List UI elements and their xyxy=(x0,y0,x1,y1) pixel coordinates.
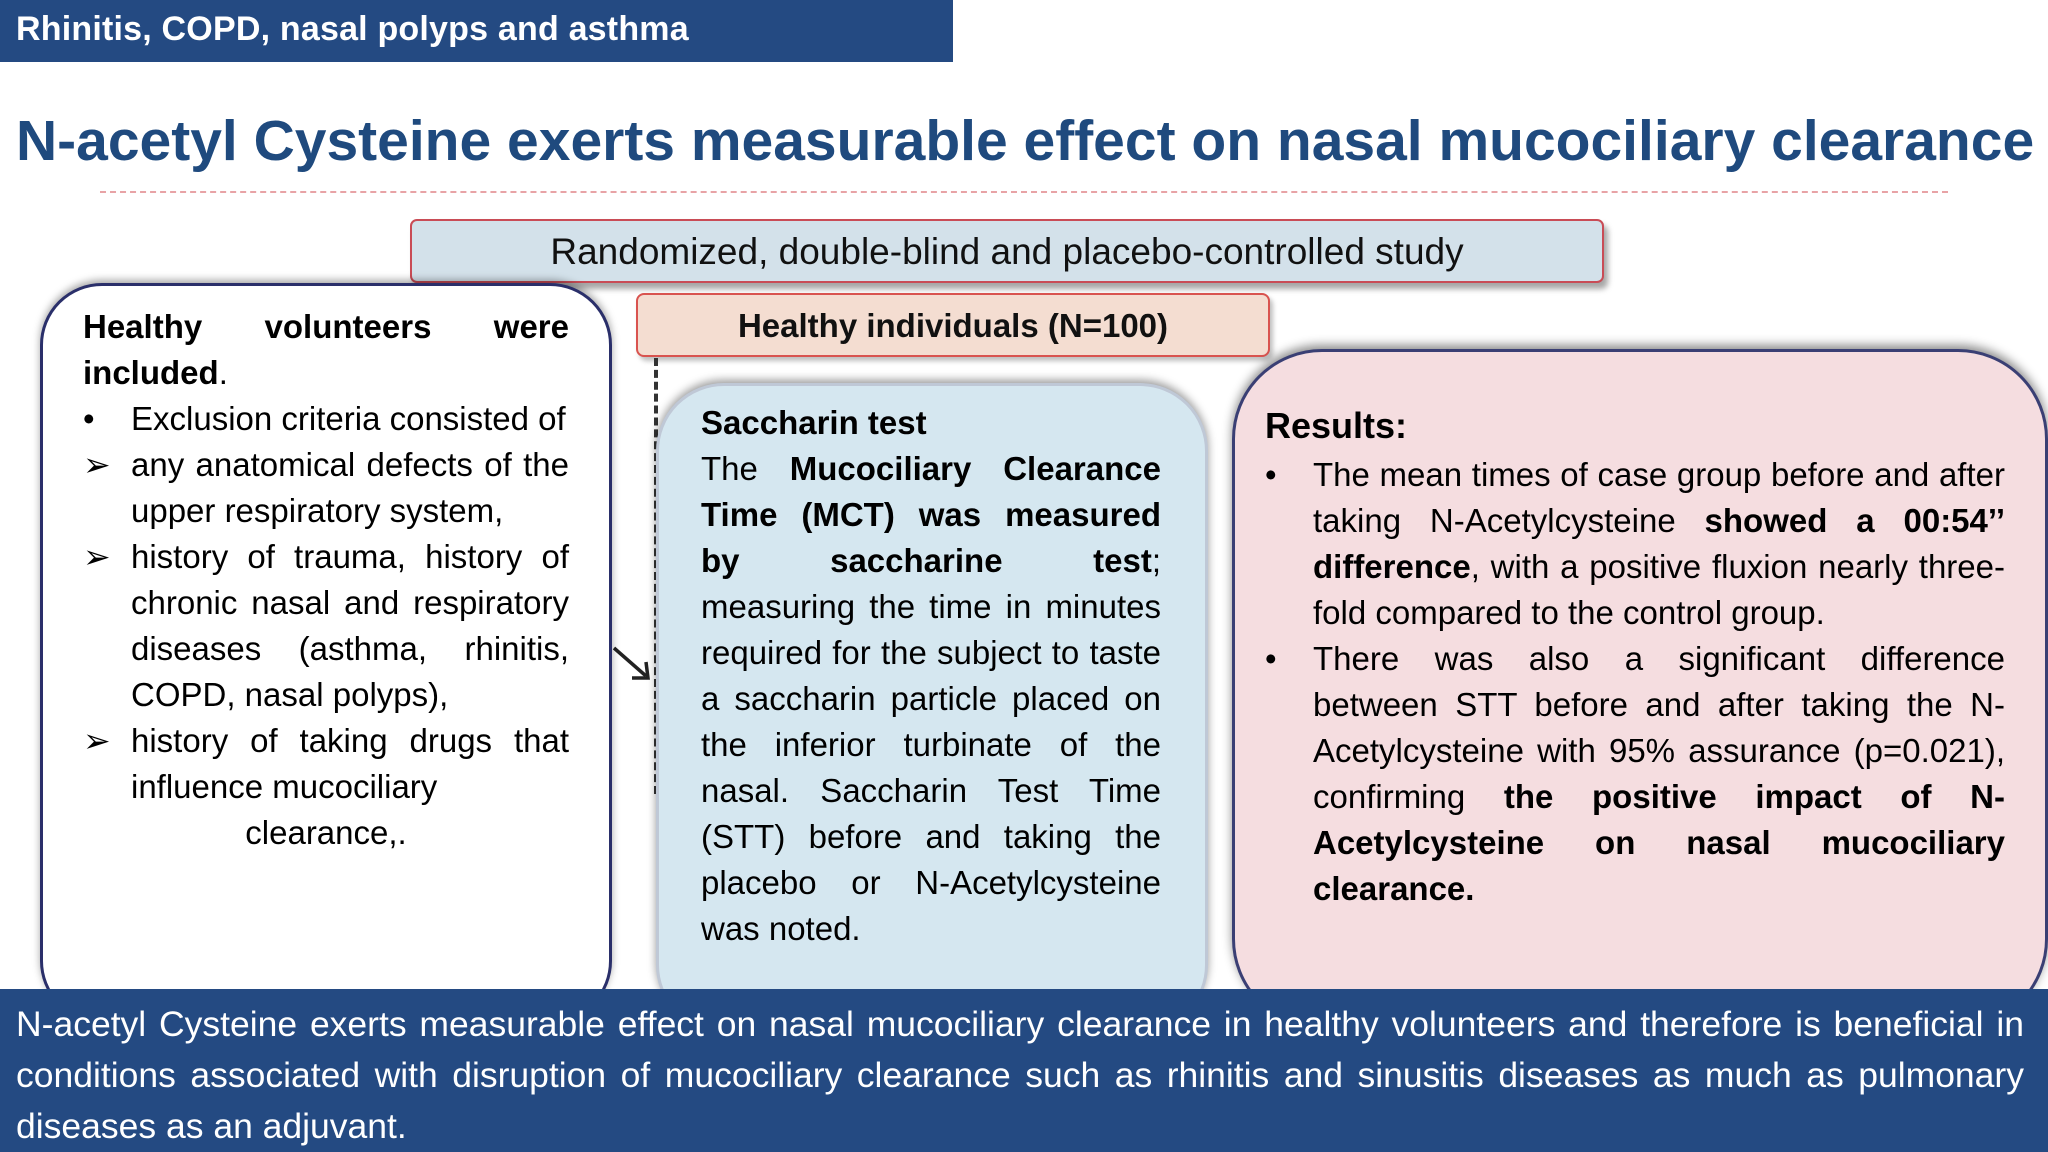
result-item xyxy=(1265,452,2005,636)
saccharin-text-bold: Mucociliary Clearance Time (MCT) was measured by saccharine test xyxy=(701,450,1161,579)
population-box xyxy=(636,293,1270,357)
population-text: Healthy individuals (N=100) xyxy=(737,307,1169,344)
results-heading: Results: xyxy=(1265,405,1408,446)
arrow-bullet-icon: ➢ xyxy=(83,538,111,575)
saccharin-test-card xyxy=(656,383,1208,1033)
exclusion-intro-text: Exclusion criteria consisted of xyxy=(131,400,566,437)
study-design-text: Randomized, double-blind and placebo-controlled study xyxy=(550,231,1464,272)
section-label: Rhinitis, COPD, nasal polyps and asthma xyxy=(16,10,689,48)
result-text: The mean times of case group before and after taking N-Acetylcysteine xyxy=(1313,456,2005,539)
inclusion-heading-bold: Healthy volunteers were included xyxy=(83,308,569,391)
result-text-bold: the positive impact of N-Acetylcysteine on nasal mucociliary clearance. xyxy=(1313,778,2005,907)
saccharin-text-part: ; measuring the time in minutes required for the subject to taste a saccharin particle placed on the inferior turbinate of the nasal. Saccharin Test Time (STT) before and taking the placebo or N-Acetylcysteine was noted. xyxy=(701,542,1161,947)
criteria-text: history of taking drugs that influence mucociliary xyxy=(131,722,569,805)
bullet-icon: • xyxy=(83,400,95,437)
result-text: , with a positive fluxion nearly three-fold compared to the control group. xyxy=(1313,548,2005,631)
slide-title: N-acetyl Cysteine exerts measurable effect on nasal mucociliary clearance xyxy=(16,109,2035,173)
criteria-text: history of trauma, history of chronic nasal and respiratory diseases (asthma, rhinitis, COPD, nasal polyps), xyxy=(131,538,569,713)
conclusion-banner xyxy=(0,989,2048,1152)
arrow-bullet-icon: ➢ xyxy=(83,446,111,483)
study-design-box xyxy=(410,219,1604,283)
result-text: There was also a significant difference between STT before and after taking the N-Acetylcysteine with 95% assurance (p=0.021), confirming xyxy=(1313,640,2005,815)
inclusion-heading xyxy=(83,304,569,396)
saccharin-description xyxy=(701,446,1161,952)
criteria-text: any anatomical defects of the upper respiratory system, xyxy=(131,446,569,529)
criteria-last-line: clearance,. xyxy=(245,814,407,851)
saccharin-heading: Saccharin test xyxy=(701,404,927,441)
inclusion-heading-tail: . xyxy=(218,354,228,391)
exclusion-intro-item xyxy=(83,396,569,442)
arrow-bullet-icon: ➢ xyxy=(83,722,111,759)
section-label-banner xyxy=(0,0,953,62)
result-item xyxy=(1265,636,2005,912)
conclusion-text: N-acetyl Cysteine exerts measurable effect on nasal mucociliary clearance in healthy volunteers and therefore is beneficial in conditions associated with disruption of mucociliary clearance such as rhinitis and sinusitis diseases as much as pulmonary diseases as an adjuvant. xyxy=(16,1004,2024,1146)
criteria-item xyxy=(83,534,569,718)
flow-arrow-icon xyxy=(610,644,656,684)
title-divider xyxy=(100,191,1948,193)
bullet-icon: • xyxy=(1265,456,1277,493)
inclusion-criteria-card xyxy=(40,283,612,1023)
results-card xyxy=(1232,349,2048,1029)
criteria-item xyxy=(83,718,569,810)
bullet-icon: • xyxy=(1265,640,1277,677)
saccharin-text-part: The xyxy=(701,450,790,487)
criteria-item xyxy=(83,442,569,534)
result-text-bold: showed a 00:54’’ difference xyxy=(1313,502,2005,585)
